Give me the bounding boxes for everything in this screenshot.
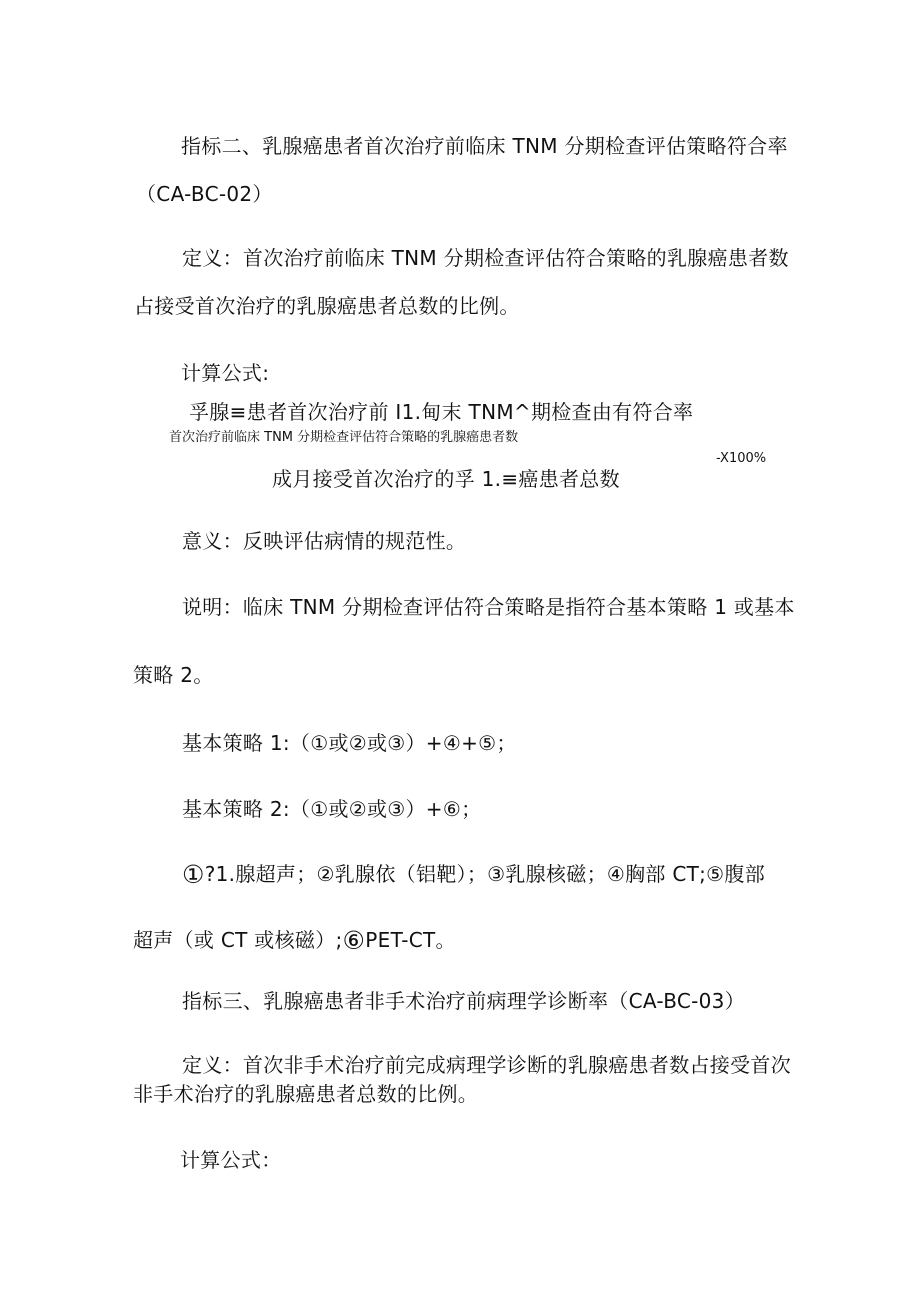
basic-strategy-2: 基本策略 2:（①或②或③）+⑥； bbox=[182, 797, 482, 821]
section2-meaning: 意义：反映评估病情的规范性。 bbox=[182, 529, 467, 553]
section2-note-line1: 说明：临床 TNM 分期检查评估符合策略是指符合基本策略 1 或基本 bbox=[182, 595, 795, 619]
section3-title: 指标三、乳腺癌患者非手术治疗前病理学诊断率（CA-BC-03） bbox=[182, 989, 746, 1013]
section2-title-line1: 指标二、乳腺癌患者首次治疗前临床 TNM 分期检查评估策略符合率 bbox=[181, 134, 788, 158]
formula-header: 孚腺≡患者首次治疗前 I1.甸末 TNM^期检查由有符合率 bbox=[189, 400, 694, 424]
section2-definition-line2: 占接受首次治疗的乳腺癌患者总数的比例。 bbox=[134, 294, 520, 318]
section2-definition-line1: 定义：首次治疗前临床 TNM 分期检查评估符合策略的乳腺癌患者数 bbox=[182, 246, 789, 270]
exam-items-line1-text: ?1.腺超声；②乳腺依（铝靶）；③乳腺核磁；④胸部 CT;⑤腹部 bbox=[204, 862, 766, 886]
exam-items-line2-text-b: PET-CT。 bbox=[365, 928, 456, 952]
formula-denominator: 成月接受首次治疗的孚 1.≡癌患者总数 bbox=[272, 467, 620, 491]
exam-item-marker: ① bbox=[182, 860, 205, 889]
exam-items-line1 bbox=[182, 860, 765, 890]
formula-numerator: 首次治疗前临床 TNM 分期检查评估符合策略的乳腺癌患者数 bbox=[169, 430, 519, 445]
exam-items-line2 bbox=[133, 926, 456, 956]
exam-items-line2-text-a: 超声（或 CT 或核磁）; bbox=[133, 928, 343, 952]
section3-definition-line1: 定义：首次非手术治疗前完成病理学诊断的乳腺癌患者数占接受首次 bbox=[182, 1053, 791, 1077]
exam-item-marker-6: ⑥ bbox=[342, 926, 366, 955]
section2-title-line2: （CA-BC-02） bbox=[136, 182, 273, 206]
section3-formula-label: 计算公式： bbox=[180, 1148, 282, 1172]
formula-multiplier: -X100% bbox=[716, 451, 767, 466]
basic-strategy-1: 基本策略 1:（①或②或③）+④+⑤； bbox=[182, 731, 517, 755]
section3-definition-line2: 非手术治疗的乳腺癌患者总数的比例。 bbox=[133, 1082, 479, 1106]
section2-formula-label: 计算公式: bbox=[181, 361, 270, 385]
section2-note-line2: 策略 2。 bbox=[133, 663, 214, 687]
